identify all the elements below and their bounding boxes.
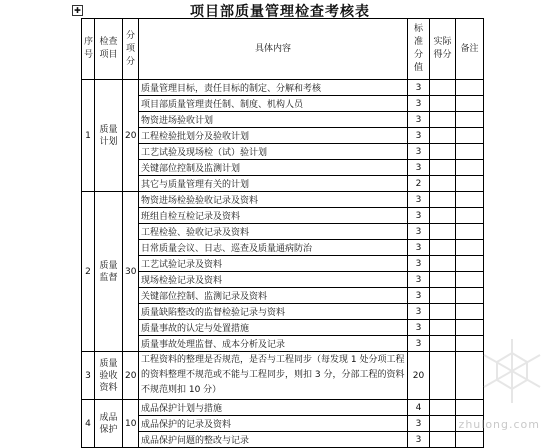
group-seq: 2 (82, 192, 95, 352)
row-standard: 3 (408, 256, 430, 272)
group-seq: 3 (82, 352, 95, 400)
row-actual[interactable] (430, 272, 456, 288)
row-content: 工程检验批划分及验收计划 (139, 128, 408, 144)
row-remark[interactable] (456, 128, 484, 144)
row-remark[interactable] (456, 272, 484, 288)
row-standard: 3 (408, 144, 430, 160)
group-item: 质量计划 (95, 80, 123, 192)
row-content: 关键部位控制、监测记录及资料 (139, 288, 408, 304)
row-content: 日常质量会议、日志、巡查及质量通病防治 (139, 240, 408, 256)
row-actual[interactable] (430, 416, 456, 432)
table-row (82, 160, 484, 176)
group-item: 成品保护 (95, 400, 123, 448)
row-content: 工艺试验记录及资料 (139, 256, 408, 272)
table-row (82, 208, 484, 224)
group-score: 10 (123, 400, 139, 448)
row-remark[interactable] (456, 432, 484, 448)
group-score: 20 (123, 80, 139, 192)
table-row (82, 352, 484, 400)
row-actual[interactable] (430, 432, 456, 448)
header-content: 具体内容 (139, 19, 408, 80)
row-standard: 3 (408, 288, 430, 304)
row-actual[interactable] (430, 304, 456, 320)
row-standard: 3 (408, 224, 430, 240)
table-row (82, 432, 484, 448)
table-row (82, 304, 484, 320)
header-standard: 标准分值 (408, 19, 430, 80)
row-actual[interactable] (430, 352, 456, 400)
row-content: 其它与质量管理有关的计划 (139, 176, 408, 192)
row-remark[interactable] (456, 160, 484, 176)
row-content: 班组自检互检记录及资料 (139, 208, 408, 224)
table-row (82, 192, 484, 208)
row-standard: 3 (408, 336, 430, 352)
row-standard: 3 (408, 160, 430, 176)
row-standard: 3 (408, 304, 430, 320)
row-content: 质量缺陷整改的监督检验记录与资料 (139, 304, 408, 320)
row-standard: 3 (408, 80, 430, 96)
header-score: 分项分 (123, 19, 139, 80)
inspection-table (81, 18, 484, 448)
table-row (82, 176, 484, 192)
table-row (82, 256, 484, 272)
row-actual[interactable] (430, 144, 456, 160)
row-content: 物资进场检验验收记录及资料 (139, 192, 408, 208)
row-remark[interactable] (456, 304, 484, 320)
table-row (82, 112, 484, 128)
row-actual[interactable] (430, 224, 456, 240)
row-actual[interactable] (430, 80, 456, 96)
group-seq: 1 (82, 80, 95, 192)
row-remark[interactable] (456, 112, 484, 128)
row-standard: 3 (408, 192, 430, 208)
row-content: 质量管理目标，责任目标的制定、分解和考核 (139, 80, 408, 96)
row-standard: 3 (408, 272, 430, 288)
table-row (82, 320, 484, 336)
table-row (82, 80, 484, 96)
row-actual[interactable] (430, 336, 456, 352)
row-remark[interactable] (456, 288, 484, 304)
row-actual[interactable] (430, 160, 456, 176)
row-actual[interactable] (430, 240, 456, 256)
row-actual[interactable] (430, 320, 456, 336)
row-remark[interactable] (456, 176, 484, 192)
row-actual[interactable] (430, 192, 456, 208)
row-standard: 3 (408, 96, 430, 112)
row-actual[interactable] (430, 96, 456, 112)
row-actual[interactable] (430, 176, 456, 192)
table-row (82, 128, 484, 144)
row-standard: 3 (408, 112, 430, 128)
group-score: 20 (123, 352, 139, 400)
row-standard: 3 (408, 416, 430, 432)
row-actual[interactable] (430, 256, 456, 272)
row-content: 质量事故处理监督、成本分析及记录 (139, 336, 408, 352)
row-remark[interactable] (456, 256, 484, 272)
watermark-text: zhulong.com (458, 418, 540, 431)
row-remark[interactable] (456, 192, 484, 208)
row-actual[interactable] (430, 208, 456, 224)
row-standard: 2 (408, 176, 430, 192)
row-standard: 3 (408, 208, 430, 224)
page-title: 项目部质量管理检查考核表 (190, 4, 370, 20)
row-actual[interactable] (430, 128, 456, 144)
header-actual: 实际得分 (430, 19, 456, 80)
row-content: 质量事故的认定与处置措施 (139, 320, 408, 336)
row-remark[interactable] (456, 224, 484, 240)
table-row (82, 272, 484, 288)
row-standard: 3 (408, 432, 430, 448)
row-content: 物资进场验收计划 (139, 112, 408, 128)
row-standard: 3 (408, 128, 430, 144)
row-actual[interactable] (430, 112, 456, 128)
row-remark[interactable] (456, 144, 484, 160)
snowflake-logo-icon (472, 331, 552, 411)
table-row (82, 224, 484, 240)
group-seq: 4 (82, 400, 95, 448)
group-item: 质量监督 (95, 192, 123, 352)
row-remark[interactable] (456, 208, 484, 224)
row-standard: 3 (408, 320, 430, 336)
row-standard: 20 (408, 352, 430, 400)
table-row (82, 400, 484, 416)
row-content: 项目部质量管理责任制、制度、机构人员 (139, 96, 408, 112)
row-content: 成品保护问题的整改与记录 (139, 432, 408, 448)
table-row (82, 96, 484, 112)
row-standard: 3 (408, 240, 430, 256)
row-remark[interactable] (456, 240, 484, 256)
table-row (82, 336, 484, 352)
row-actual[interactable] (430, 400, 456, 416)
row-content: 工程检验、验收记录及资料 (139, 224, 408, 240)
row-content: 现场检验记录及资料 (139, 272, 408, 288)
table-row (82, 144, 484, 160)
row-remark[interactable] (456, 80, 484, 96)
row-content: 工程资料的整理是否规范，是否与工程同步（每发现 1 处分项工程的资料整理不规范或不能与工程同步，则扣 3 分，分部工程的资料不规范则扣 10 分） (139, 352, 408, 400)
row-content: 关键部位控制及监测计划 (139, 160, 408, 176)
row-content: 成品保护计划与措施 (139, 400, 408, 416)
row-standard: 4 (408, 400, 430, 416)
table-row (82, 240, 484, 256)
header-row (82, 19, 484, 80)
header-item: 检查项目 (95, 19, 123, 80)
move-cross-icon[interactable]: ✚ (72, 5, 83, 16)
row-actual[interactable] (430, 288, 456, 304)
table-row (82, 288, 484, 304)
group-item: 质量验收资料 (95, 352, 123, 400)
group-score: 30 (123, 192, 139, 352)
row-content: 成品保护的记录及资料 (139, 416, 408, 432)
row-remark[interactable] (456, 96, 484, 112)
table-row (82, 416, 484, 432)
row-content: 工艺试验及现场检（试）验计划 (139, 144, 408, 160)
header-remark: 备注 (456, 19, 484, 80)
header-seq: 序号 (82, 19, 95, 80)
